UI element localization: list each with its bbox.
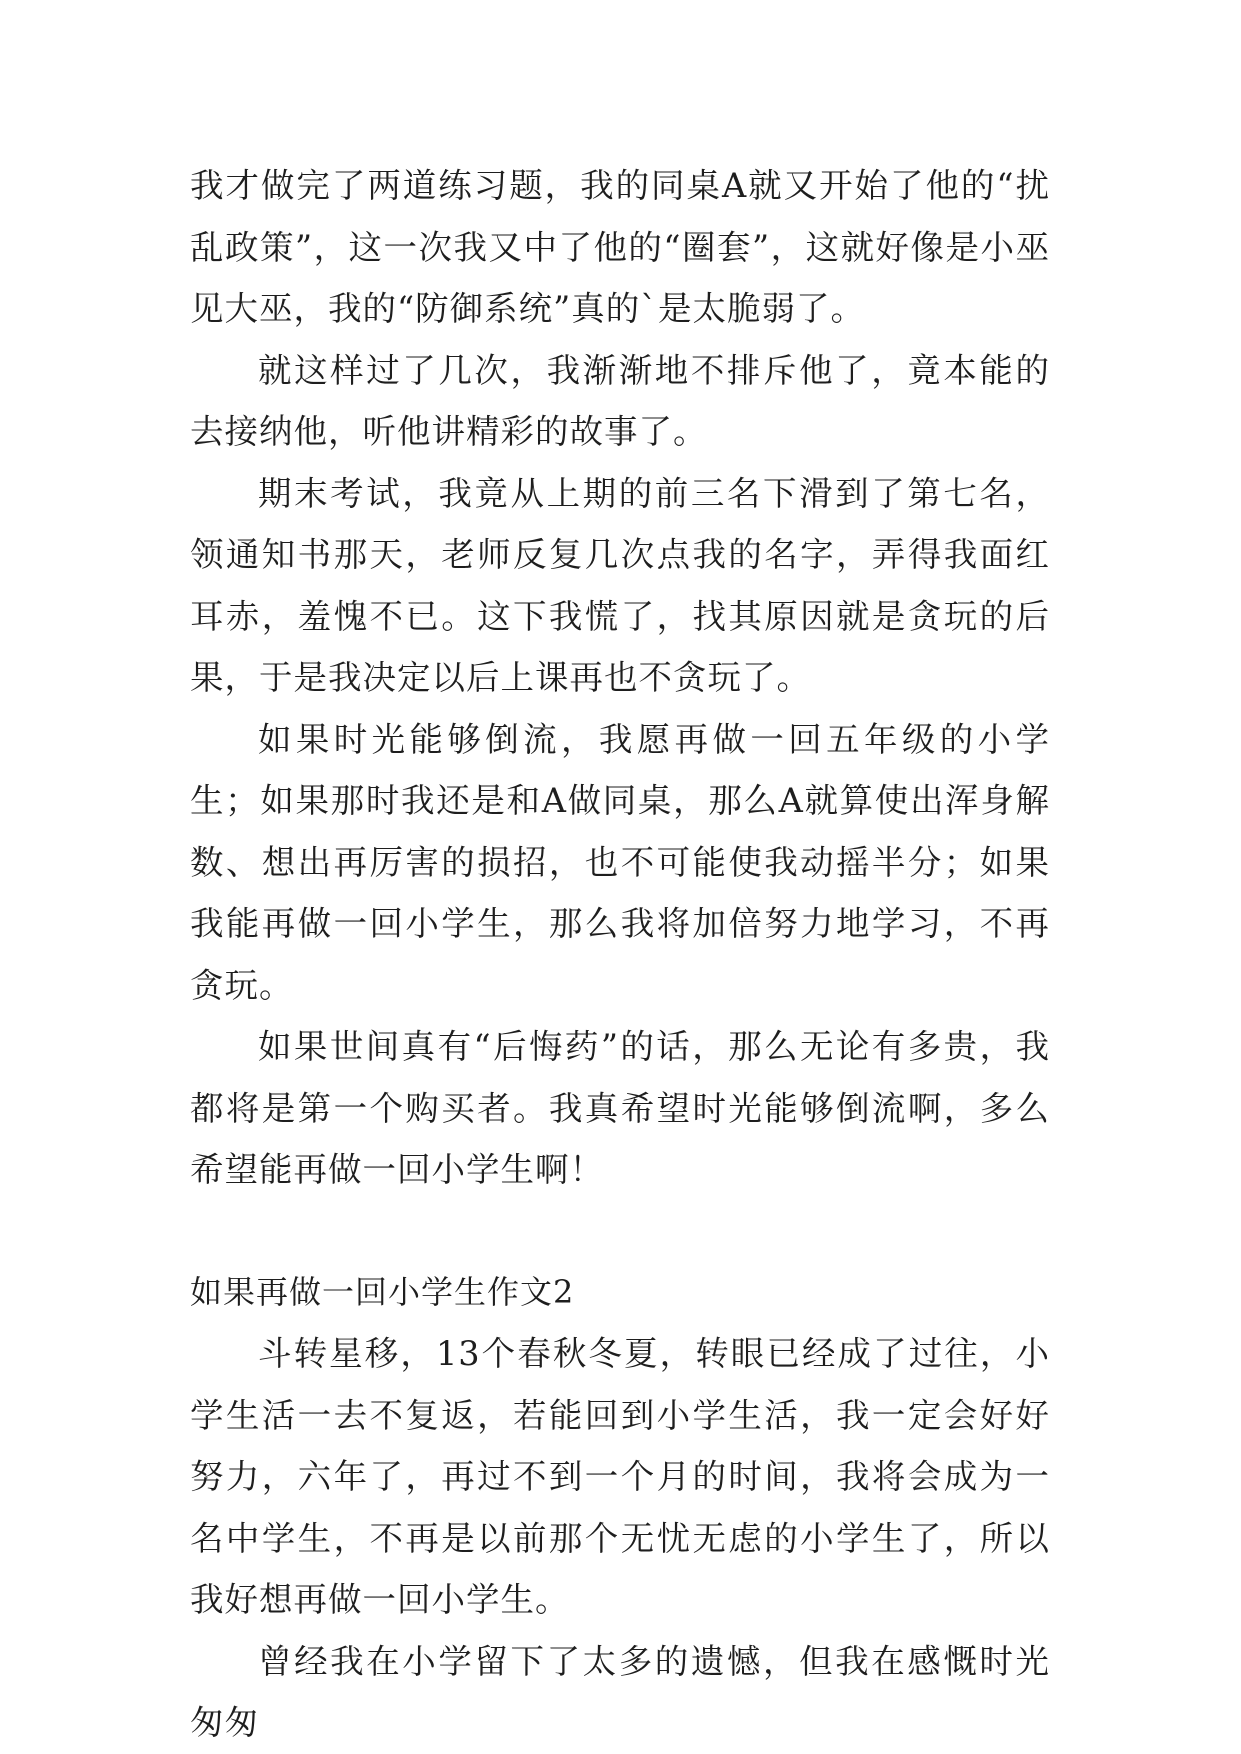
section-heading: 如果再做一回小学生作文2 (190, 1272, 575, 1311)
paragraph-4: 如果时光能够倒流，我愿再做一回五年级的小学生；如果那时我还是和A做同桌，那么A就算使出浑身解数、想出再厉害的损招，也不可能使我动摇半分；如果我能再做一回小学生，那么我将加倍努力地学习，不再贪玩。 (190, 719, 1050, 1005)
paragraph-1: 我才做完了两道练习题，我的同桌A就又开始了他的“扰乱政策”，这一次我又中了他的“圈套”，这就好像是小巫见大巫，我的“防御系统”真的`是太脆弱了。 (190, 166, 1050, 328)
paragraph-3: 期末考试，我竟从上期的前三名下滑到了第七名，领通知书那天，老师反复几次点我的名字，弄得我面红耳赤，羞愧不已。这下我慌了，找其原因就是贪玩的后果，于是我决定以后上课再也不贪玩了。 (190, 473, 1050, 697)
paragraph-5: 如果世间真有“后悔药”的话，那么无论有多贵，我都将是第一个购买者。我真希望时光能够倒流啊，多么希望能再做一回小学生啊！ (190, 1027, 1050, 1189)
paragraph-7: 曾经我在小学留下了太多的遗憾，但我在感慨时光匆匆 (190, 1641, 1050, 1742)
document-page (190, 155, 1050, 1754)
paragraph-2: 就这样过了几次，我渐渐地不排斥他了，竟本能的去接纳他，听他讲精彩的故事了。 (190, 350, 1050, 451)
paragraph-6: 斗转星移，13个春秋冬夏，转眼已经成了过往，小学生活一去不复返，若能回到小学生活，我一定会好好努力，六年了，再过不到一个月的时间，我将会成为一名中学生，不再是以前那个无忧无虑的小学生了，所以我好想再做一回小学生。 (190, 1334, 1050, 1619)
